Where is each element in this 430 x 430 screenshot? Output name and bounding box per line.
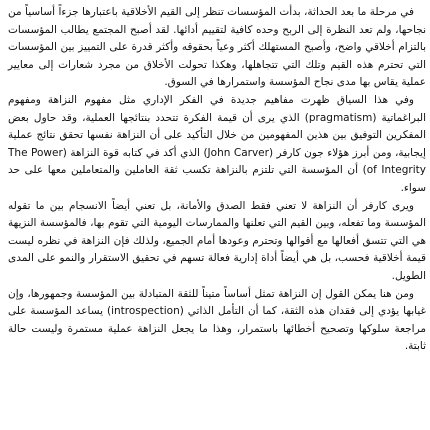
paragraph: ومن هنا يمكن القول إن النزاهة تمثل أساساً متيناً للثقة المتبادلة بين المؤسسة وجمهورها، وإن غيابها يؤدي إلى فقدان هذه الثقة، كما أن التأمل الذاتي (introspection) يساعد المؤسسة على مراجعة سلوكها وتصحيح أخطائها باستمرار، وهذا ما يجعل النزاهة عملية مستمرة وليست حالة ثابتة. (8, 287, 426, 353)
paragraph: وفي هذا السياق ظهرت مفاهيم جديدة في الفكر الإداري مثل مفهوم النزاهة ومفهوم البراغماتية (pragmatism) الذي يرى أن قيمة الفكرة تتحدد بنتائجها العملية، وقد حاول بعض المفكرين التوفيق بين هذين المفهومين من خلال التأكيد على أن النزاهة نفسها تحقق نتائج عملية إيجابية، ومن أبرز هؤلاء جون كارفر (John Carver) الذي أكد في كتابه قوة النزاهة (The Power of Integrity) أن المؤسسة التي تلتزم بالنزاهة تكسب ثقة العاملين والمتعاملين معها على حد سواء. (8, 93, 427, 194)
paragraph: في مرحلة ما بعد الحداثة، بدأت المؤسسات تنظر إلى القيم الأخلاقية باعتبارها جزءاً أساسياً من نجاحها، ولم تعد النظرة إلى الربح وحده كافية لتقييم أدائها. لقد أصبح المجتمع يطالب المؤسسات بالتزام أخلاقي واضح، وأصبح المستهلك أكثر وعياً بحقوقه وأكثر قدرة على التمييز بين المؤسسات التي تحترم هذه القيم وتلك التي تتجاهلها، وهكذا تحولت الأخلاق من مجرد شعارات إلى معايير عملية يقاس بها مدى نجاح المؤسسة واستمرارها في السوق. (8, 6, 426, 89)
paragraph: ويرى كارفر أن النزاهة لا تعني فقط الصدق والأمانة، بل تعني أيضاً الانسجام بين ما تقوله المؤسسة وما تفعله، وبين القيم التي تعلنها والممارسات اليومية التي تقوم بها، فالمؤسسة النزيهة هي التي تتسق أفعالها مع أقوالها وتحترم وعودها أمام الجميع، ولذلك فإن النزاهة في نظره ليست قيمة أخلاقية فحسب، بل هي أيضاً أداة إدارية فعالة تسهم في تحقيق الاستقرار والنمو على المدى الطويل. (8, 199, 426, 282)
